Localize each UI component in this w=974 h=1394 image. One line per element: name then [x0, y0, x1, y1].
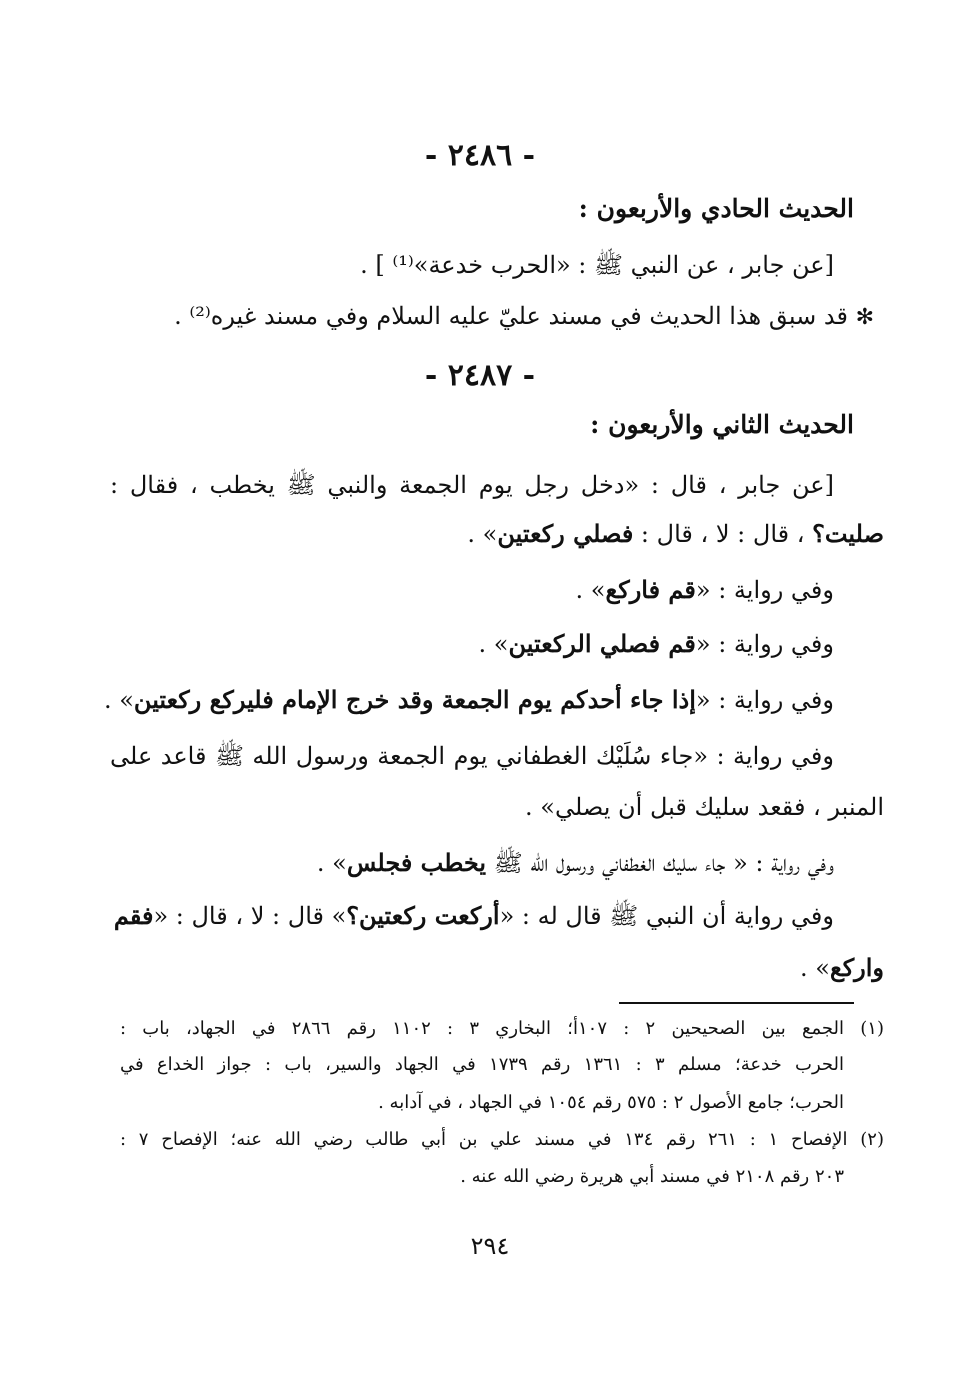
riwaya-bold: أركعت ركعتين؟ [346, 901, 500, 930]
plain-phrase: ، قال : لا ، قال : [633, 520, 813, 548]
riwaya-2 [140, 629, 834, 658]
riwaya-5 [140, 848, 834, 877]
riwaya-bold: قم فاركع [605, 575, 696, 604]
riwaya-intro: وفي رواية : « [695, 576, 834, 604]
riwaya-bold: واركع [829, 953, 884, 982]
bold-phrase: فصلي ركعتين [497, 519, 634, 548]
hadith-heading-42: الحديث الثاني والأربعون : [590, 410, 854, 439]
riwaya-mid: » قال : لا ، قال : « [153, 902, 347, 930]
riwaya-end: » . [575, 576, 606, 604]
hadith-heading-41: الحديث الحادي والأربعون : [578, 194, 854, 223]
hadith-number-2487: - ٢٤٨٧ - [424, 358, 536, 393]
note-text: قد سبق هذا الحديث في مسند عليّ عليه السلام وفي مسند غيره⁽²⁾ . [174, 302, 848, 330]
riwaya-4-line-1: وفي رواية : «جاء سُلَيْك الغطفاني يوم الجمعة ورسول الله ﷺ قاعد على [110, 742, 834, 770]
riwaya-bold: قم فصلي الركعتين [508, 629, 696, 658]
riwaya-intro: وفي رواية : « [695, 686, 834, 714]
note-marker: ✻ [855, 305, 874, 330]
riwaya-6-line-1 [113, 901, 834, 930]
footnote-2-line-2: ٢٠٣ رقم ٢١٠٨ في مسند أبي هريرة رضي الله عنه . [460, 1166, 844, 1187]
riwaya-intro: وفي رواية أن النبي ﷺ قال له : « [499, 902, 834, 930]
plain-phrase: » . [467, 520, 498, 548]
riwaya-bold: فقم [113, 901, 154, 930]
hadith-line-1: [عن جابر ، قال : «دخل رجل يوم الجمعة والنبي ﷺ يخطب ، فقال : [110, 471, 834, 499]
footnote-1-line-3: الحرب؛ جامع الأصول ٢ : ٥٧٥ رقم ١٠٥٤ في الجهاد ، في آدابه . [378, 1092, 844, 1113]
riwaya-end: » . [316, 849, 347, 877]
riwaya-3 [103, 685, 834, 714]
hadith-text-2486: [عن جابر ، عن النبي ﷺ : «الحرب خدعة»⁽¹⁾ ] . [360, 251, 834, 279]
hadith-number-2486: - ٢٤٨٦ - [424, 138, 536, 173]
footnote-divider [619, 1002, 854, 1004]
hadith-line-2 [140, 519, 884, 548]
riwaya-end: » . [800, 954, 830, 982]
footnote-1-line-2: الحرب خدعة؛ مسلم ٣ : ١٣٦١ رقم ١٧٣٩ في الجهاد والسير، باب : جواز الخداع في [120, 1054, 844, 1075]
riwaya-end: » . [103, 686, 134, 714]
riwaya-intro: وفي رواية : « جاء سليك الغطفاني ورسول الله ﷺ [486, 849, 834, 877]
riwaya-4-line-2: المنبر ، فقعد سليك قبل أن يصلي» . [525, 793, 884, 821]
riwaya-6-line-2 [140, 953, 884, 982]
riwaya-end: » . [478, 630, 509, 658]
bold-phrase: صليت؟ [812, 519, 884, 548]
riwaya-bold: إذا جاء أحدكم يوم الجمعة وقد خرج الإمام فليركع ركعتين [133, 685, 696, 714]
footnote-1-line-1: (١) الجمع بين الصحيحين ٢ : ١٠٧أ؛ البخاري ٣ : ١١٠٢ رقم ٢٨٦٦ في الجهاد، باب : [120, 1018, 884, 1039]
hadith-note-2486 [140, 304, 874, 329]
footnote-2-line-1: (٢) الإفصاح ١ : ٢٦١ رقم ١٣٤ في مسند علي بن أبي طالب رضي الله عنه؛ الإفصاح ٧ : [120, 1129, 884, 1150]
riwaya-bold: يخطب فجلس [346, 848, 487, 877]
page-number: ٢٩٤ [470, 1232, 510, 1260]
riwaya-intro: وفي رواية : « [695, 630, 834, 658]
riwaya-1 [140, 575, 834, 604]
